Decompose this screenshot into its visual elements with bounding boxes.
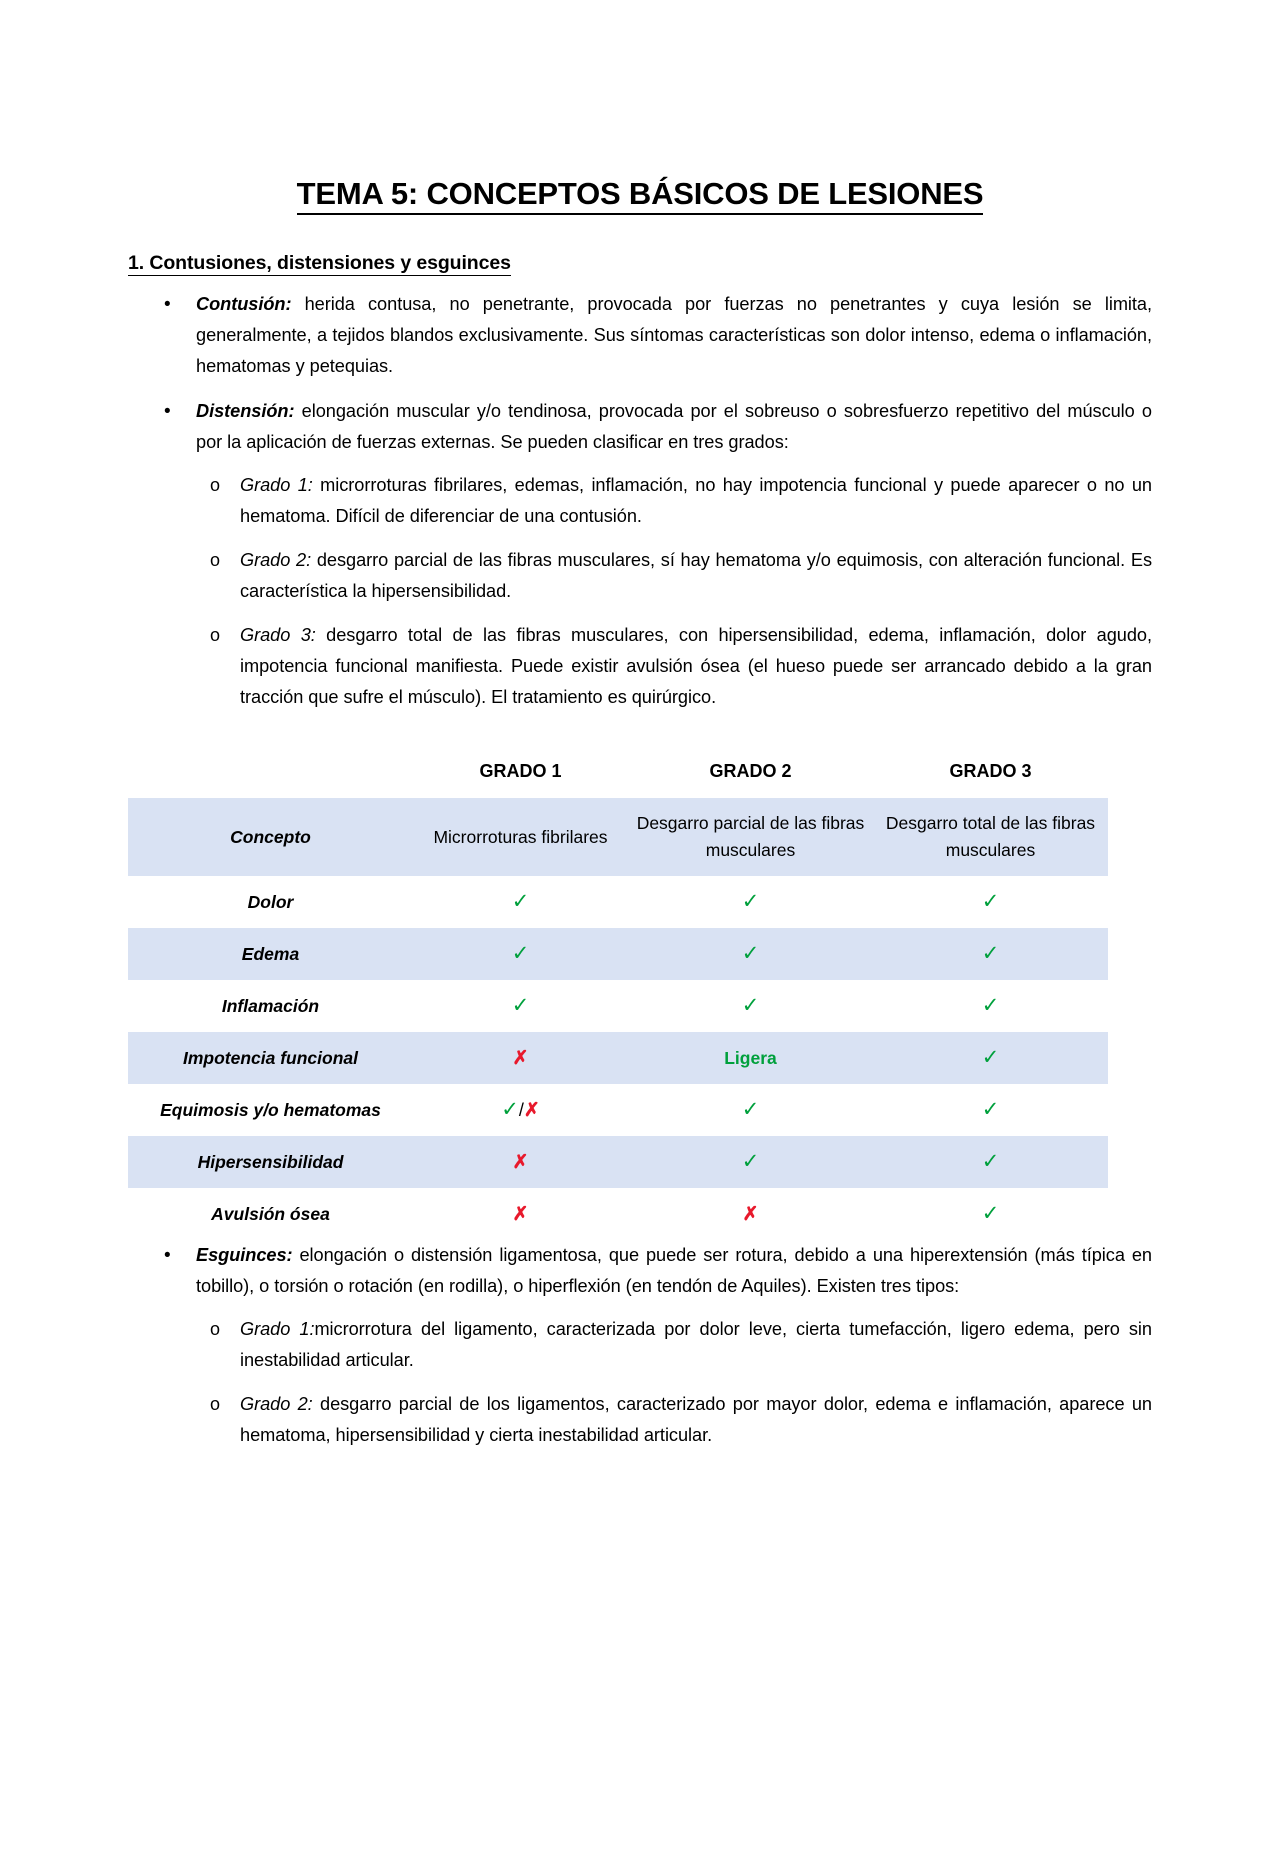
main-bullet-list: [128, 289, 1152, 713]
cell-edema-grado-1: [413, 928, 628, 980]
distension-term: Distensión:: [196, 401, 295, 421]
cell-impotencia-grado-2: [628, 1032, 873, 1084]
bullet-contusion: [128, 289, 1152, 382]
column-header-grado-1: GRADO 1: [479, 761, 562, 781]
check-icon: ✓: [981, 994, 1000, 1017]
cell-hipersensibilidad-grado-1: [413, 1136, 628, 1188]
ligera-label: Ligera: [724, 1047, 777, 1068]
bullet-circle-icon: o: [210, 550, 221, 570]
distension-grades-list: [196, 470, 1152, 713]
list-item: [196, 470, 1152, 532]
grade-label: Grado 3:: [240, 625, 316, 645]
table-header-row: [128, 755, 1108, 798]
section-heading-1: [128, 252, 1152, 275]
row-label-equimosis: Equimosis y/o hematomas: [128, 1084, 413, 1136]
check-icon: ✓: [511, 994, 530, 1017]
grade-label: Grado 1:: [240, 475, 313, 495]
table-row: [128, 1032, 1108, 1084]
bullet-circle-icon: o: [210, 1394, 221, 1414]
column-header-grado-2: GRADO 2: [709, 761, 792, 781]
page-title: [128, 176, 1152, 212]
grade-body: microrroturas fibrilares, edemas, inflamación, no hay impotencia funcional y puede aparecer o no un hematoma. Difícil de diferenciar de una contusión.: [240, 475, 1152, 526]
distension-grade-1: [240, 470, 1152, 532]
cross-icon: ✗: [512, 1151, 529, 1173]
check-icon: ✓: [741, 942, 760, 965]
esguinces-paragraph: [196, 1240, 1152, 1302]
cell-dolor-grado-3: [873, 876, 1108, 928]
grade-body: desgarro total de las fibras musculares, con hipersensibilidad, edema, inflamación, dolor agudo, impotencia funcional manifiesta. Puede existir avulsión ósea (el hueso puede ser arrancado debido a la gran tracción que sufre el músculo). El tratamiento es quirúrgico.: [240, 625, 1152, 707]
cell-dolor-grado-2: [628, 876, 873, 928]
cell-equimosis-grado-2: [628, 1084, 873, 1136]
check-icon: ✓: [981, 890, 1000, 913]
row-label-concepto: Concepto: [128, 798, 413, 876]
contusion-body: herida contusa, no penetrante, provocada por fuerzas no penetrantes y cuya lesión se limita, generalmente, a tejidos blandos exclusivamente. Sus síntomas características son dolor intenso, edema o inflamación, hematomas y petequias.: [196, 294, 1152, 376]
bullet-disc-icon: •: [164, 1245, 171, 1266]
grade-body: microrrotura del ligamento, caracterizada por dolor leve, cierta tumefacción, ligero edema, pero sin inestabilidad articular.: [240, 1319, 1152, 1370]
cell-concepto-grado-1: Microrroturas fibrilares: [413, 798, 628, 876]
grade-body: desgarro parcial de las fibras musculares, sí hay hematoma y/o equimosis, con alteración funcional. Es característica la hipersensibilidad.: [240, 550, 1152, 601]
row-label-edema: Edema: [128, 928, 413, 980]
row-label-impotencia-funcional: Impotencia funcional: [128, 1032, 413, 1084]
list-item: [196, 1389, 1152, 1451]
cell-impotencia-grado-1: [413, 1032, 628, 1084]
cross-icon: ✗: [512, 1047, 529, 1069]
table-row: [128, 980, 1108, 1032]
cell-avulsion-grado-1: [413, 1188, 628, 1240]
cross-icon: ✗: [523, 1100, 540, 1121]
page-title-text: TEMA 5: CONCEPTOS BÁSICOS DE LESIONES: [297, 176, 984, 215]
cell-equimosis-grado-3: [873, 1084, 1108, 1136]
cell-avulsion-grado-3: [873, 1188, 1108, 1240]
row-label-avulsion-osea: Avulsión ósea: [128, 1188, 413, 1240]
check-icon: ✓: [981, 1150, 1000, 1173]
esguinces-term: Esguinces:: [196, 1245, 293, 1265]
contusion-term: Contusión:: [196, 294, 292, 314]
cell-inflamacion-grado-3: [873, 980, 1108, 1032]
table-header: [128, 755, 1108, 798]
table-row: [128, 1084, 1108, 1136]
check-icon: ✓: [981, 942, 1000, 965]
bullet-distension: [128, 396, 1152, 713]
table-row: [128, 1188, 1108, 1240]
distension-grade-2: [240, 545, 1152, 607]
distension-grade-3: [240, 620, 1152, 713]
slash-separator: /: [518, 1100, 524, 1120]
comparison-table-wrap: [128, 755, 1152, 1240]
check-icon: ✓: [741, 1098, 760, 1121]
check-icon: ✓: [981, 1202, 1000, 1225]
esguince-grade-1: [240, 1314, 1152, 1376]
check-icon: ✓: [511, 890, 530, 913]
row-label-inflamacion: Inflamación: [128, 980, 413, 1032]
list-item: [196, 545, 1152, 607]
row-label-hipersensibilidad: Hipersensibilidad: [128, 1136, 413, 1188]
cell-inflamacion-grado-1: [413, 980, 628, 1032]
cell-hipersensibilidad-grado-3: [873, 1136, 1108, 1188]
esguinces-grades-list: [196, 1314, 1152, 1451]
table-row: [128, 876, 1108, 928]
grade-label: Grado 2:: [240, 1394, 313, 1414]
grados-comparison-table: [128, 755, 1108, 1240]
bullet-disc-icon: •: [164, 294, 171, 315]
distension-body: elongación muscular y/o tendinosa, provocada por el sobreuso o sobresfuerzo repetitivo del músculo o por la aplicación de fuerzas externas. Se pueden clasificar en tres grados:: [196, 401, 1152, 452]
cell-avulsion-grado-2: [628, 1188, 873, 1240]
bullet-circle-icon: o: [210, 1319, 221, 1339]
table-row: [128, 798, 1108, 876]
bullet-circle-icon: o: [210, 625, 221, 645]
check-icon: ✓: [981, 1046, 1000, 1069]
table-body: [128, 798, 1108, 1240]
bullet-disc-icon: •: [164, 401, 171, 422]
cell-inflamacion-grado-2: [628, 980, 873, 1032]
cell-concepto-grado-3: Desgarro total de las fibras musculares: [873, 798, 1108, 876]
contusion-paragraph: [196, 289, 1152, 382]
check-icon: ✓: [741, 994, 760, 1017]
cell-edema-grado-3: [873, 928, 1108, 980]
table-row: [128, 1136, 1108, 1188]
esguinces-body: elongación o distensión ligamentosa, que puede ser rotura, debido a una hiperextensión (más típica en tobillo), o torsión o rotación (en rodilla), o hiperflexión (en tendón de Aquiles). Existen tres tipos:: [196, 1245, 1152, 1296]
cross-icon: ✗: [512, 1203, 529, 1225]
table-row: [128, 928, 1108, 980]
esguince-grade-2: [240, 1389, 1152, 1451]
cell-dolor-grado-1: [413, 876, 628, 928]
table-corner-cell: [128, 755, 413, 798]
check-icon: ✓: [741, 1150, 760, 1173]
cell-concepto-grado-2: Desgarro parcial de las fibras musculares: [628, 798, 873, 876]
distension-paragraph: [196, 396, 1152, 458]
check-icon: ✓: [511, 942, 530, 965]
grade-label: Grado 1:: [240, 1319, 315, 1339]
grade-body: desgarro parcial de los ligamentos, caracterizado por mayor dolor, edema e inflamación, aparece un hematoma, hipersensibilidad y cierta inestabilidad articular.: [240, 1394, 1152, 1445]
cell-edema-grado-2: [628, 928, 873, 980]
check-icon: ✓: [981, 1098, 1000, 1121]
grade-label: Grado 2:: [240, 550, 312, 570]
row-label-dolor: Dolor: [128, 876, 413, 928]
bullet-esguinces: [128, 1240, 1152, 1451]
esguinces-bullet-list: [128, 1240, 1152, 1451]
column-header-grado-3: GRADO 3: [949, 761, 1032, 781]
cell-hipersensibilidad-grado-2: [628, 1136, 873, 1188]
section-heading-1-text: 1. Contusiones, distensiones y esguinces: [128, 252, 511, 274]
list-item: [196, 1314, 1152, 1376]
list-item: [196, 620, 1152, 713]
check-icon: ✓: [741, 890, 760, 913]
cross-icon: ✗: [742, 1203, 759, 1225]
cell-equimosis-grado-1: [413, 1084, 628, 1136]
check-icon: ✓: [501, 1098, 519, 1121]
cell-impotencia-grado-3: [873, 1032, 1108, 1084]
bullet-circle-icon: o: [210, 475, 221, 495]
